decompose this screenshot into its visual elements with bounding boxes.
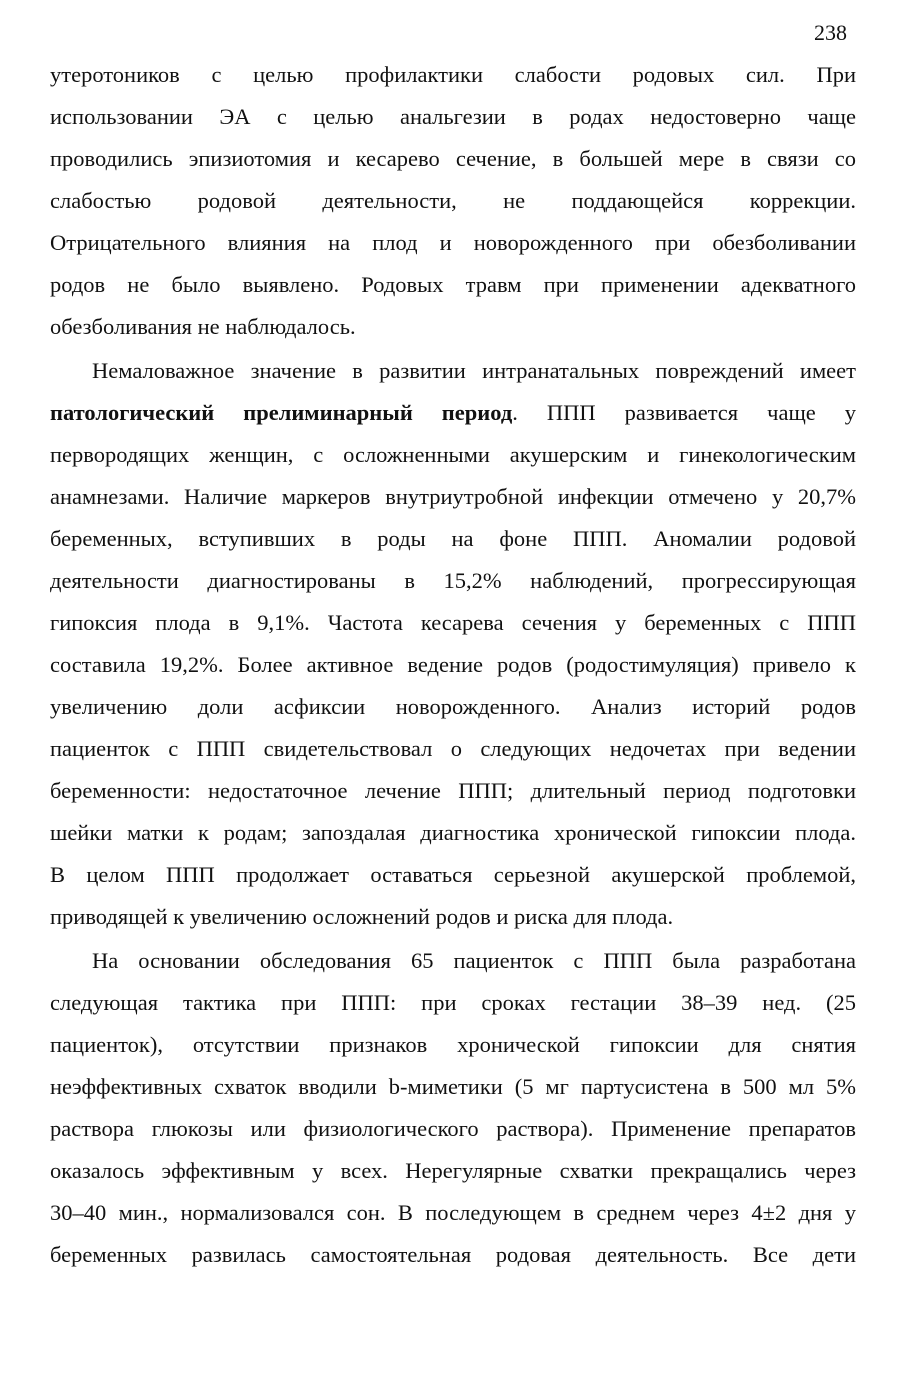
- page-number: 238: [814, 20, 847, 45]
- text-line: следующая тактика при ППП: при сроках гестации 38–39 нед. (25: [50, 990, 856, 1015]
- text-line: первородящих женщин, с осложненными акушерским и гинекологическим: [50, 442, 856, 467]
- text-line: беременности: недостаточное лечение ППП; длительный период подготовки: [50, 778, 856, 803]
- bold-term: патологический прелиминарный период: [50, 400, 513, 425]
- text-line: В целом ППП продолжает оставаться серьезной акушерской проблемой,: [50, 862, 856, 887]
- text-line: На основании обследования 65 пациенток с ППП была разработана: [92, 948, 856, 973]
- text-line: анамнезами. Наличие маркеров внутриутробной инфекции отмечено у 20,7%: [50, 484, 856, 509]
- paragraph-2: [50, 350, 856, 938]
- text-line: увеличению доли асфиксии новорожденного. Анализ историй родов: [50, 694, 856, 719]
- text-line: пациенток с ППП свидетельствовал о следующих недочетах при ведении: [50, 736, 856, 761]
- text-line-with-bold: [50, 392, 856, 434]
- paragraph-3: [50, 940, 856, 1276]
- text-line: раствора глюкозы или физиологического раствора). Применение препаратов: [50, 1116, 856, 1141]
- text-line: пациенток), отсутствии признаков хронической гипоксии для снятия: [50, 1032, 856, 1057]
- text-line: беременных развилась самостоятельная родовая деятельность. Все дети: [50, 1242, 856, 1267]
- text-line: проводились эпизиотомия и кесарево сечение, в большей мере в связи со: [50, 146, 856, 171]
- text-line: слабостью родовой деятельности, не поддающейся коррекции.: [50, 188, 856, 213]
- text-line: Немаловажное значение в развитии интранатальных повреждений имеет: [92, 358, 856, 383]
- paragraph-1: [50, 54, 856, 348]
- text-line: приводящей к увеличению осложнений родов и риска для плода.: [50, 904, 674, 929]
- document-body: [50, 54, 856, 1276]
- text-fragment: ППП развивается чаще у: [546, 400, 857, 425]
- text-line: использовании ЭА с целью анальгезии в родах недостоверно чаще: [50, 104, 856, 129]
- text-line: шейки матки к родам; запоздалая диагностика хронической гипоксии плода.: [50, 820, 856, 845]
- text-line: деятельности диагностированы в 15,2% наблюдений, прогрессирующая: [50, 568, 856, 593]
- bold-term-suffix: .: [512, 400, 518, 425]
- text-line: гипоксия плода в 9,1%. Частота кесарева сечения у беременных с ППП: [50, 610, 856, 635]
- text-line: 30–40 мин., нормализовался сон. В последующем в среднем через 4±2 дня у: [50, 1200, 856, 1225]
- text-line: оказалось эффективным у всех. Нерегулярные схватки прекращались через: [50, 1158, 856, 1183]
- text-line: обезболивания не наблюдалось.: [50, 314, 356, 339]
- text-line: родов не было выявлено. Родовых травм при применении адекватного: [50, 272, 856, 297]
- text-line: утеротоников с целью профилактики слабости родовых сил. При: [50, 62, 856, 87]
- text-line: беременных, вступивших в роды на фоне ППП. Аномалии родовой: [50, 526, 856, 551]
- text-line: составила 19,2%. Более активное ведение родов (родостимуляция) привело к: [50, 652, 856, 677]
- text-line: Отрицательного влияния на плод и новорожденного при обезболивании: [50, 230, 856, 255]
- text-line: неэффективных схваток вводили b-миметики (5 мг партусистена в 500 мл 5%: [50, 1074, 856, 1099]
